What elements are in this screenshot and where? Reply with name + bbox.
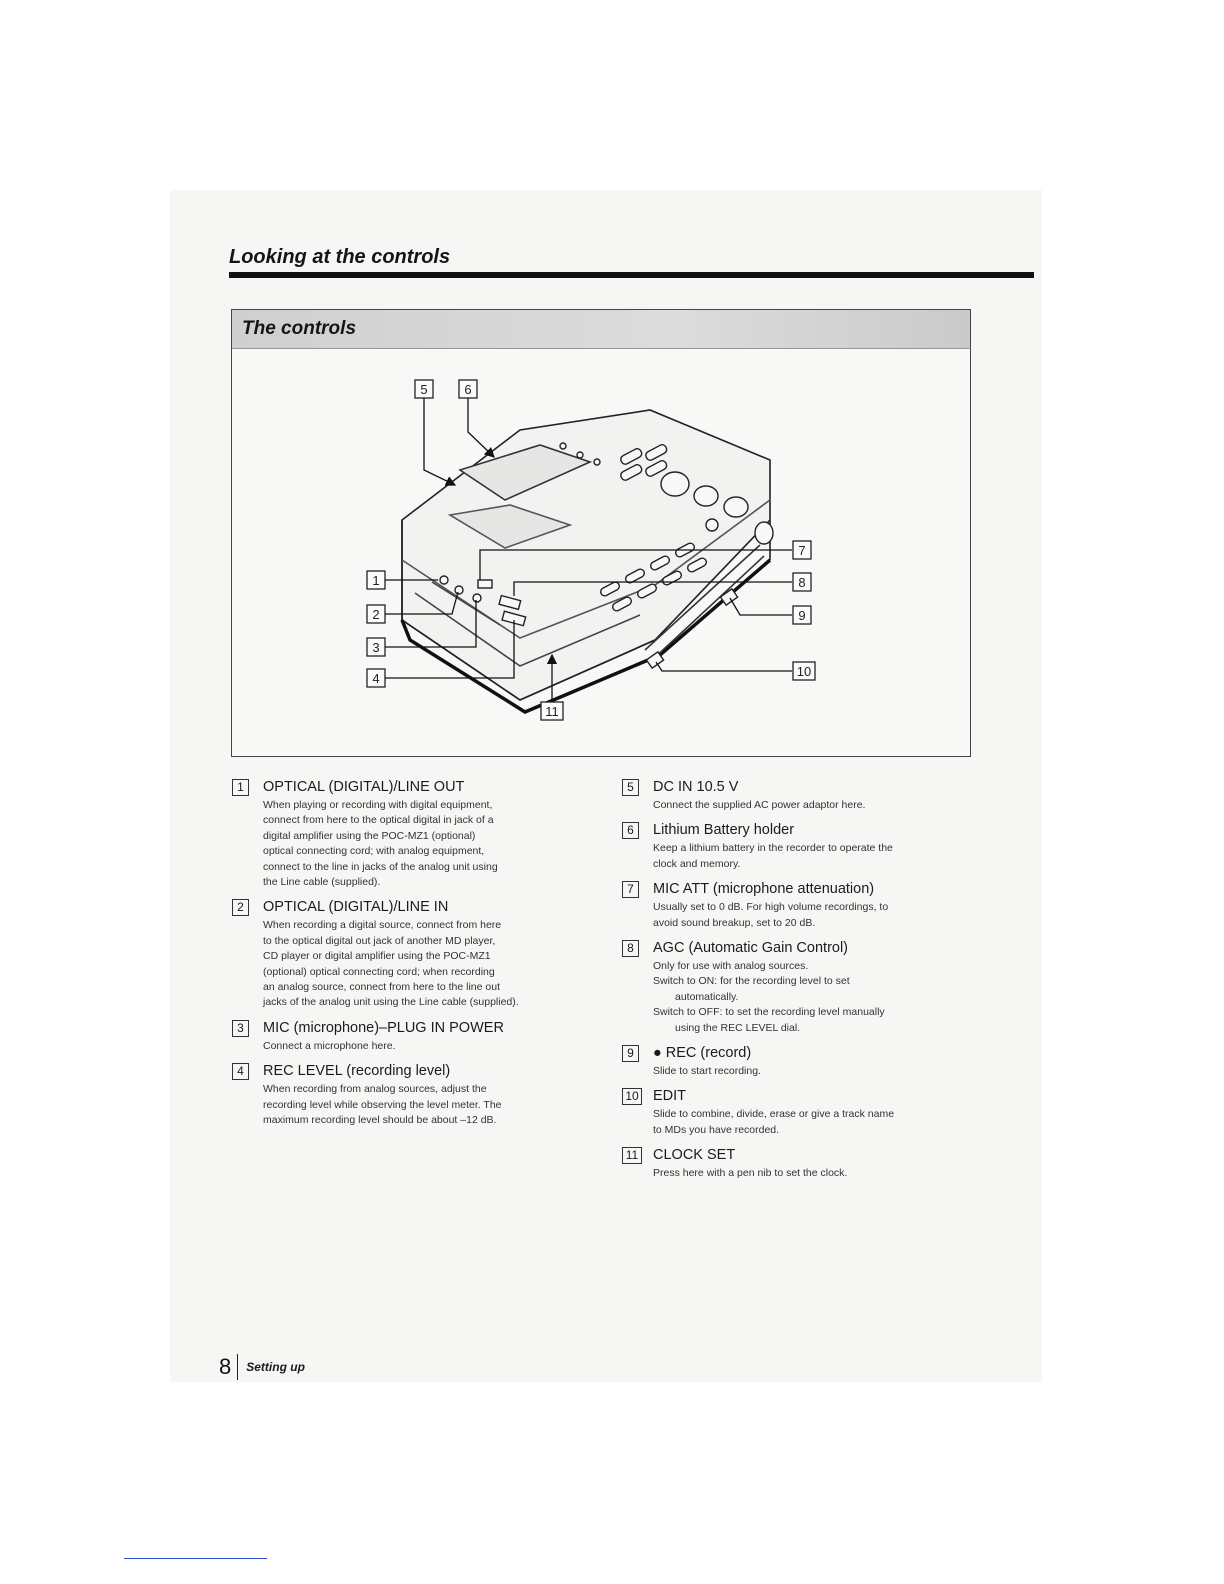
section-title: Looking at the controls — [229, 246, 451, 268]
desc-line: clock and memory. — [653, 857, 741, 870]
desc-line: Connect a microphone here. — [263, 1039, 396, 1052]
callout-7: 7 — [798, 543, 806, 558]
desc-line: an analog source, connect from here to the line out — [263, 981, 500, 994]
item-number: 7 — [622, 881, 639, 898]
desc-line: recording level while observing the level meter. The — [263, 1098, 502, 1111]
callout-3: 3 — [372, 640, 380, 655]
desc-line: Slide to combine, divide, erase or give a track name — [653, 1108, 895, 1121]
callout-9: 9 — [798, 608, 806, 623]
item-title: MIC (microphone)–PLUG IN POWER — [263, 1019, 504, 1036]
page-number: 8 — [219, 1354, 238, 1380]
callout-2: 2 — [372, 607, 380, 622]
item-title: OPTICAL (DIGITAL)/LINE OUT — [263, 779, 465, 795]
desc-line: the Line cable (supplied). — [263, 876, 381, 889]
item-number: 6 — [622, 822, 639, 839]
item-title: MIC ATT (microphone attenuation) — [653, 881, 875, 898]
recorder-body — [402, 410, 770, 712]
item-title: OPTICAL (DIGITAL)/LINE IN — [263, 899, 449, 916]
link-underline — [124, 1558, 267, 1559]
item-title: Lithium Battery holder — [653, 822, 795, 839]
item-1 — [232, 778, 592, 890]
item-number: 5 — [622, 779, 639, 796]
desc-line: Switch to ON: for the recording level to set — [653, 975, 850, 988]
desc-line: optical connecting cord; with analog equipment, — [263, 845, 485, 858]
figure-title: The controls — [242, 318, 357, 339]
item-title: CLOCK SET — [653, 1147, 736, 1164]
callout-4: 4 — [372, 671, 380, 686]
desc-line: Press here with a pen nib to set the clock. — [653, 1167, 848, 1180]
desc-line: maximum recording level should be about –12 dB. — [263, 1114, 497, 1127]
callout-8: 8 — [798, 575, 806, 590]
desc-line: Slide to start recording. — [653, 1065, 761, 1078]
desc-line: using the REC LEVEL dial. — [675, 1021, 801, 1034]
desc-line: When recording from analog sources, adjust the — [263, 1083, 487, 1096]
item-title: REC LEVEL (recording level) — [263, 1063, 451, 1080]
footer-section: Setting up — [246, 1360, 305, 1374]
item-number: 2 — [232, 899, 249, 916]
desc-line: digital amplifier using the POC-MZ1 (optional) — [263, 829, 476, 842]
desc-line: When recording a digital source, connect from here — [263, 919, 502, 932]
item-9 — [622, 1044, 982, 1079]
desc-line: jacks of the analog unit using the Line cable (supplied). — [263, 996, 519, 1009]
item-10 — [622, 1087, 982, 1138]
item-title: AGC (Automatic Gain Control) — [653, 940, 849, 957]
desc-line: avoid sound breakup, set to 20 dB. — [653, 916, 816, 929]
desc-line: to MDs you have recorded. — [653, 1123, 780, 1136]
left-descriptions — [232, 778, 592, 1137]
desc-line: When playing or recording with digital equipment, — [263, 799, 493, 811]
item-2 — [232, 898, 592, 1010]
item-title: ● REC (record) — [653, 1045, 752, 1062]
callout-10: 10 — [796, 664, 812, 679]
item-4 — [232, 1062, 592, 1128]
desc-line: (optional) optical connecting cord; when recording — [263, 965, 495, 978]
item-number: 9 — [622, 1045, 639, 1062]
right-descriptions — [622, 778, 982, 1190]
callout-5: 5 — [420, 382, 428, 397]
item-7 — [622, 880, 982, 931]
item-8 — [622, 939, 982, 1036]
desc-line: Connect the supplied AC power adaptor here. — [653, 799, 866, 811]
item-title: EDIT — [653, 1088, 687, 1105]
callout-1: 1 — [372, 573, 380, 588]
desc-line: Keep a lithium battery in the recorder to operate the — [653, 842, 893, 855]
item-number: 8 — [622, 940, 639, 957]
item-number: 10 — [622, 1088, 642, 1105]
item-title: DC IN 10.5 V — [653, 779, 739, 795]
desc-line: automatically. — [675, 990, 739, 1003]
desc-line: Only for use with analog sources. — [653, 960, 809, 973]
item-11 — [622, 1146, 982, 1181]
desc-line: Usually set to 0 dB. For high volume recordings, to — [653, 901, 889, 914]
callout-11: 11 — [545, 704, 559, 719]
item-number: 11 — [622, 1147, 642, 1164]
desc-line: connect from here to the optical digital in jack of a — [263, 814, 494, 827]
callout-6: 6 — [464, 382, 472, 397]
item-number: 3 — [232, 1020, 249, 1037]
desc-line: to the optical digital out jack of another MD player, — [263, 934, 496, 947]
item-5 — [622, 778, 982, 813]
item-number: 1 — [232, 779, 249, 796]
item-number: 4 — [232, 1063, 249, 1080]
desc-line: Switch to OFF: to set the recording level manually — [653, 1006, 885, 1019]
desc-line: CD player or digital amplifier using the POC-MZ1 — [263, 950, 491, 963]
item-3 — [232, 1019, 592, 1054]
page-footer — [219, 1352, 305, 1382]
item-6 — [622, 821, 982, 872]
desc-line: connect to the line in jacks of the analog unit using — [263, 860, 498, 873]
